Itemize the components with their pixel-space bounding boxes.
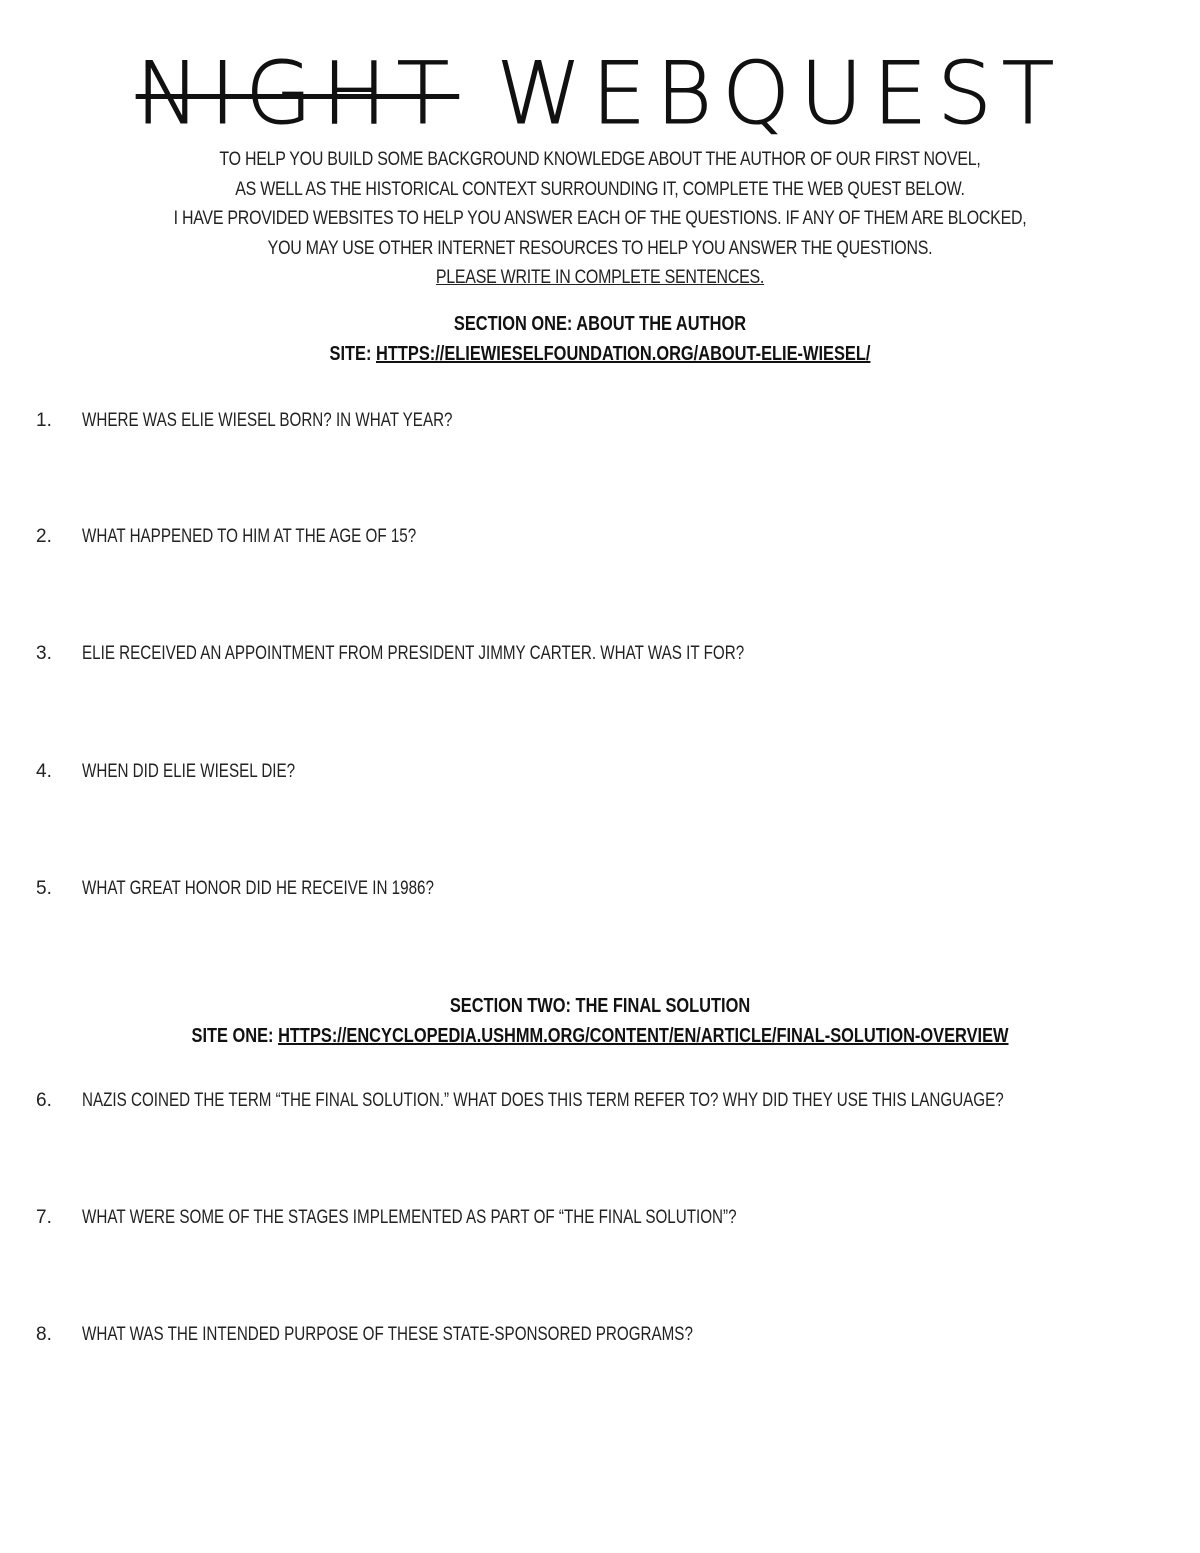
question-number: 6. (36, 1090, 52, 1111)
question-text: WHAT WERE SOME OF THE STAGES IMPLEMENTED AS PART OF “THE FINAL SOLUTION”? (82, 1207, 737, 1228)
question-number: 4. (36, 761, 52, 782)
section-one-heading: SECTION ONE: ABOUT THE AUTHOR (453, 313, 747, 335)
section-two-site-label: SITE ONE: (191, 1025, 279, 1047)
question-number: 1. (36, 410, 52, 431)
section-one-site-link[interactable]: HTTPS://ELIEWIESELFOUNDATION.ORG/ABOUT-ELIE-WIESEL/ (376, 343, 871, 365)
section-one-header (108, 309, 1092, 369)
question-text: WHAT GREAT HONOR DID HE RECEIVE IN 1986? (82, 878, 434, 899)
question-1 (36, 408, 1186, 434)
section-two-site-link[interactable]: HTTPS://ENCYCLOPEDIA.USHMM.ORG/CONTENT/EN/ARTICLE/FINAL-SOLUTION-OVERVIEW (278, 1025, 1009, 1047)
title-night: NIGHT (135, 44, 460, 144)
question-number: 3. (36, 643, 52, 664)
question-number: 7. (36, 1207, 52, 1228)
question-number: 8. (36, 1324, 52, 1345)
intro-paragraph (96, 145, 1104, 293)
intro-line-1: TO HELP YOU BUILD SOME BACKGROUND KNOWLEDGE ABOUT THE AUTHOR OF OUR FIRST NOVEL, (219, 149, 981, 170)
question-4 (36, 759, 1186, 785)
question-text: WHERE WAS ELIE WIESEL BORN? IN WHAT YEAR? (82, 410, 453, 431)
question-7 (36, 1205, 1186, 1231)
question-text: WHEN DID ELIE WIESEL DIE? (82, 761, 296, 782)
intro-line-4: YOU MAY USE OTHER INTERNET RESOURCES TO HELP YOU ANSWER THE QUESTIONS. (267, 237, 933, 259)
question-number: 2. (36, 526, 52, 547)
question-3 (36, 641, 1186, 667)
section-one-site-label: SITE: (329, 343, 377, 365)
question-2 (36, 524, 1186, 550)
question-text: ELIE RECEIVED AN APPOINTMENT FROM PRESIDENT JIMMY CARTER. WHAT WAS IT FOR? (82, 643, 745, 664)
intro-line-3: I HAVE PROVIDED WEBSITES TO HELP YOU ANSWER EACH OF THE QUESTIONS. IF ANY OF THEM ARE BLOCKED, (173, 208, 1027, 229)
section-two-heading: SECTION TWO: THE FINAL SOLUTION (449, 995, 751, 1017)
question-8 (36, 1322, 1186, 1348)
intro-line-2: AS WELL AS THE HISTORICAL CONTEXT SURROUNDING IT, COMPLETE THE WEB QUEST BELOW. (235, 178, 965, 200)
section-two-header (108, 991, 1092, 1051)
title-webquest: WEBQUEST (496, 44, 1065, 144)
question-text: NAZIS COINED THE TERM “THE FINAL SOLUTION.” WHAT DOES THIS TERM REFER TO? WHY DID THEY USE THIS LANGUAGE? (82, 1090, 1004, 1111)
intro-instruction: PLEASE WRITE IN COMPLETE SENTENCES. (435, 267, 765, 288)
question-5 (36, 876, 1186, 902)
question-6 (36, 1088, 1186, 1114)
question-text: WHAT WAS THE INTENDED PURPOSE OF THESE STATE-SPONSORED PROGRAMS? (82, 1324, 693, 1345)
page-title (0, 46, 1200, 142)
question-text: WHAT HAPPENED TO HIM AT THE AGE OF 15? (82, 526, 417, 547)
question-number: 5. (36, 878, 52, 899)
